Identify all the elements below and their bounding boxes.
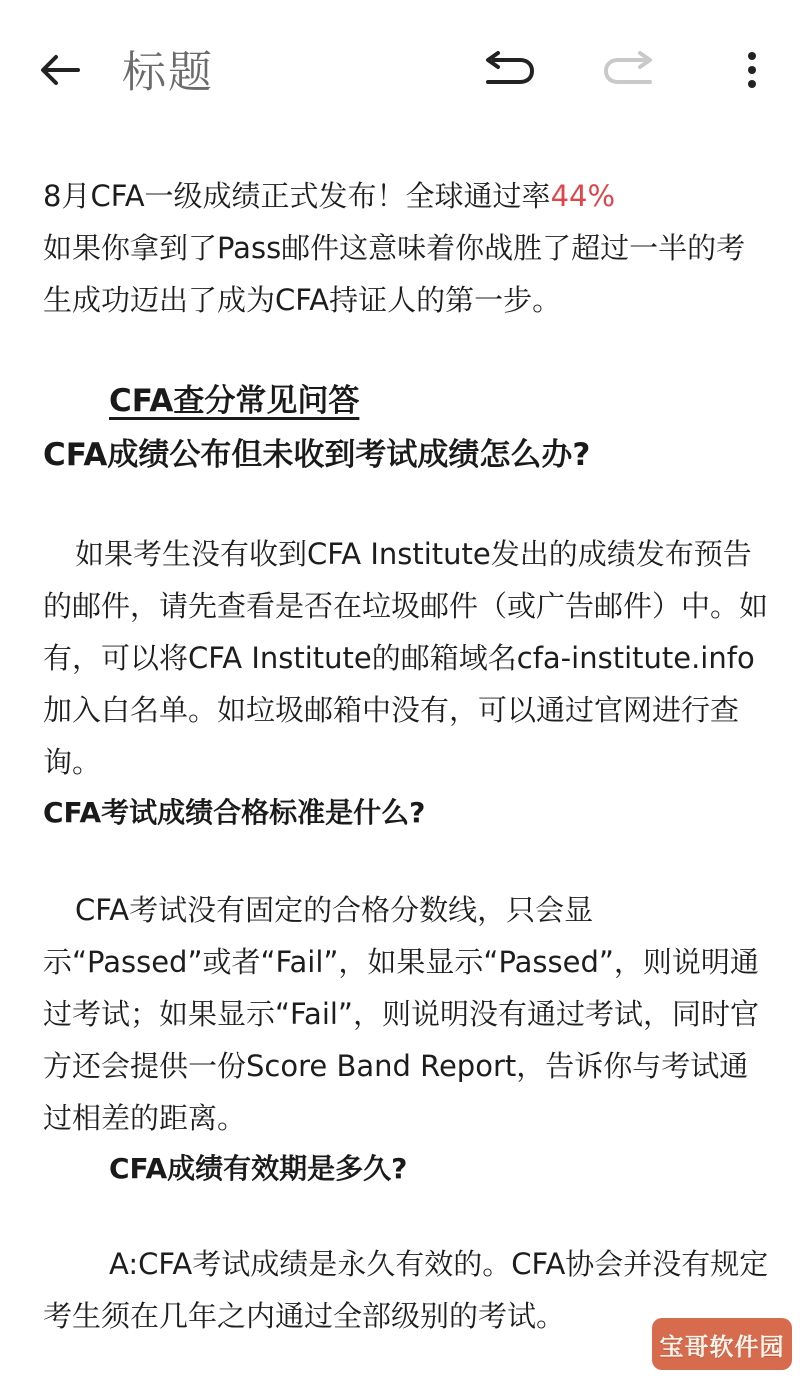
page-title: 标题: [122, 47, 214, 98]
question-2-heading: CFA考试成绩合格标准是什么?: [43, 796, 426, 829]
back-arrow-icon: [38, 53, 82, 87]
back-button[interactable]: [30, 40, 90, 100]
intro-line-text: 8月CFA一级成绩正式发布！全球通过率: [43, 179, 551, 213]
question-3-heading: CFA成绩有效期是多久?: [109, 1152, 408, 1185]
answer-3-paragraph: A:CFA考试成绩是永久有效的。CFA协会并没有规定考生须在几年之内通过全部级别的考试。: [43, 1247, 769, 1333]
more-vertical-icon: [746, 50, 758, 90]
answer-1-paragraph: 如果考生没有收到CFA Institute发出的成绩发布预告的邮件，请先查看是否在垃圾邮件（或广告邮件）中。如有，可以将CFA Institute的邮箱域名cfa-institute.info加入白名单。如垃圾邮箱中没有，可以通过官网进行查询。: [43, 537, 769, 779]
top-toolbar: [0, 0, 800, 140]
article-content: [43, 170, 773, 1342]
pass-rate-highlight: 44%: [550, 179, 616, 213]
intro-paragraph: [43, 170, 773, 326]
redo-button[interactable]: [600, 40, 660, 100]
more-button[interactable]: [722, 40, 782, 100]
redo-icon: [602, 50, 658, 90]
watermark-text: 宝哥软件园: [659, 1332, 785, 1361]
intro-line-text: 如果你拿到了Pass邮件这意味着你战胜了超过一半的考生成功迈出了成为CFA持证人的第一步。: [43, 231, 746, 317]
undo-icon: [480, 50, 536, 90]
site-watermark: [652, 1318, 792, 1370]
question-1-heading: CFA成绩公布但未收到考试成绩怎么办?: [43, 437, 591, 473]
undo-button[interactable]: [478, 40, 538, 100]
answer-2-paragraph: CFA考试没有固定的合格分数线，只会显示“Passed”或者“Fail”，如果显示“Passed”，则说明通过考试；如果显示“Fail”，则说明没有通过考试，同时官方还会提供一份Score Band Report，告诉你与考试通过相差的距离。: [43, 893, 759, 1135]
faq-heading: CFA查分常见问答: [109, 383, 360, 419]
